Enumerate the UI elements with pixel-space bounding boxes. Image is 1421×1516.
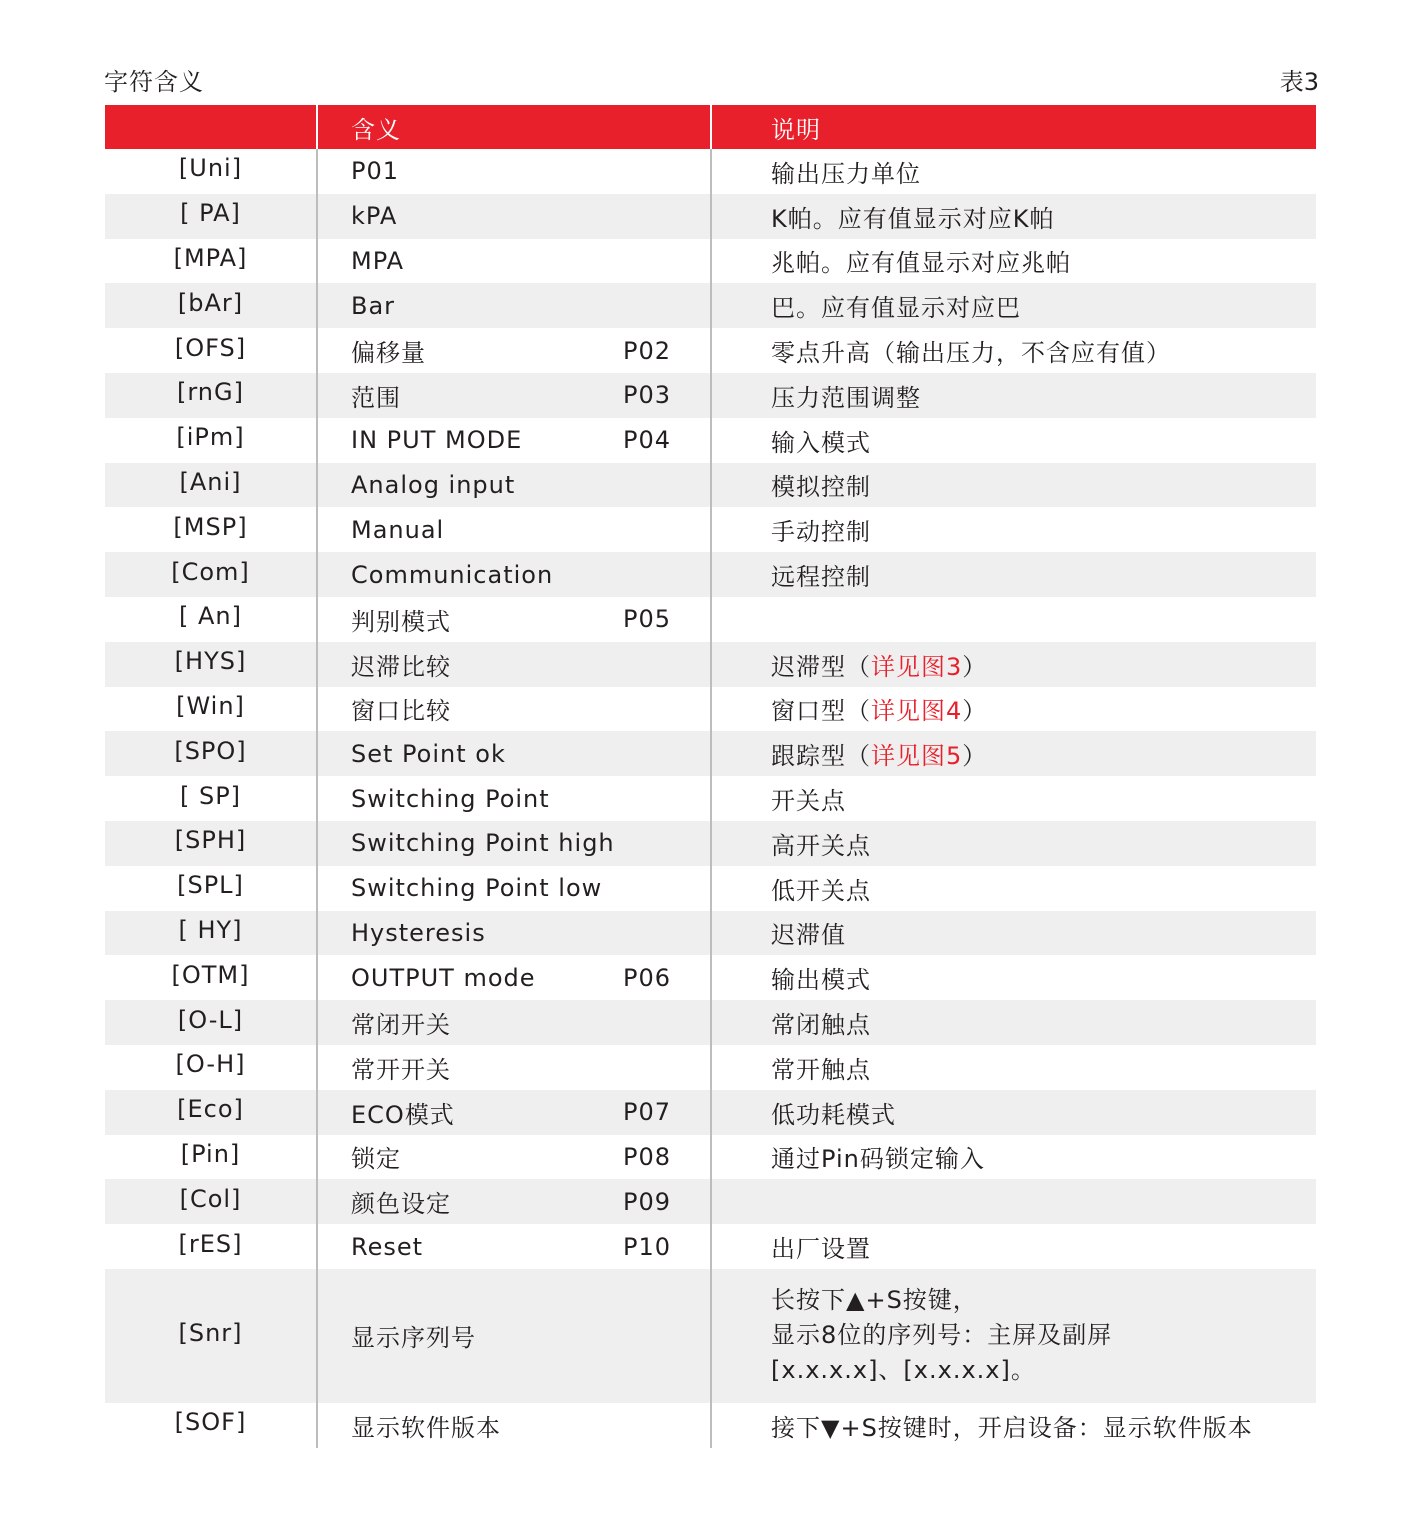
description-cell bbox=[710, 1179, 1316, 1224]
meaning-text: Analog input bbox=[351, 470, 516, 499]
parameter-code: P03 bbox=[623, 381, 672, 410]
table-row bbox=[105, 373, 1316, 418]
meaning-cell bbox=[316, 955, 710, 1000]
table-row bbox=[105, 955, 1316, 1000]
meaning-text: 常开开关 bbox=[351, 1055, 451, 1084]
symbol-cell: [rnG] bbox=[177, 378, 244, 407]
description-cell bbox=[710, 1224, 1316, 1269]
meaning-text: IN PUT MODE bbox=[351, 426, 523, 455]
meaning-cell bbox=[316, 597, 710, 642]
description-text: 接下▼+S按键时，开启设备：显示软件版本 bbox=[771, 1413, 1253, 1442]
meaning-text: Reset bbox=[351, 1232, 424, 1261]
parameter-code: P06 bbox=[623, 963, 672, 992]
description-cell bbox=[710, 955, 1316, 1000]
description-cell bbox=[710, 731, 1316, 776]
figure-reference: 详见图5 bbox=[871, 742, 963, 771]
description-cell bbox=[710, 597, 1316, 642]
description-text: 低开关点 bbox=[771, 876, 871, 905]
meaning-text: 锁定 bbox=[351, 1145, 401, 1174]
symbol-cell: [rES] bbox=[178, 1229, 243, 1258]
meaning-text: 范围 bbox=[351, 383, 401, 412]
description-cell bbox=[710, 373, 1316, 418]
parameter-code: P09 bbox=[623, 1187, 672, 1216]
meaning-cell bbox=[316, 149, 710, 194]
description-text: 远程控制 bbox=[771, 563, 871, 592]
table-caption: 字符含义 bbox=[104, 68, 204, 96]
meaning-cell bbox=[316, 776, 710, 821]
description-end: ） bbox=[962, 652, 988, 681]
table-row bbox=[105, 239, 1316, 284]
symbol-cell: [Pin] bbox=[180, 1139, 241, 1168]
parameter-code: P08 bbox=[623, 1142, 672, 1171]
meaning-cell bbox=[316, 642, 710, 687]
symbol-cell: [ An] bbox=[179, 602, 242, 631]
table-row bbox=[105, 911, 1316, 956]
meaning-cell bbox=[316, 1269, 710, 1403]
description-cell bbox=[710, 1403, 1316, 1448]
symbol-table bbox=[105, 105, 1316, 1448]
description-cell bbox=[710, 1135, 1316, 1180]
description-cell bbox=[710, 1269, 1316, 1403]
table-row bbox=[105, 731, 1316, 776]
description-text: 低功耗模式 bbox=[771, 1100, 896, 1129]
meaning-text: Set Point ok bbox=[351, 739, 506, 768]
meaning-text: Switching Point bbox=[351, 784, 550, 813]
description-text: 零点升高（输出压力，不含应有值） bbox=[771, 339, 1171, 368]
description-cell bbox=[710, 149, 1316, 194]
meaning-text: MPA bbox=[351, 246, 405, 275]
table-row bbox=[105, 1179, 1316, 1224]
meaning-cell bbox=[316, 1179, 710, 1224]
meaning-text: kPA bbox=[351, 202, 398, 231]
description-text: 出厂设置 bbox=[771, 1235, 871, 1264]
description-cell bbox=[710, 687, 1316, 732]
symbol-cell: [bAr] bbox=[177, 288, 244, 317]
description-end: ） bbox=[962, 697, 988, 726]
table-number: 表3 bbox=[1279, 68, 1319, 96]
description-line: [x.x.x.x]、[x.x.x.x]。 bbox=[771, 1356, 1036, 1385]
description-cell bbox=[710, 418, 1316, 463]
symbol-cell: [SPO] bbox=[174, 736, 247, 765]
description-cell bbox=[710, 776, 1316, 821]
description-cell bbox=[710, 463, 1316, 508]
description-text: 迟滞值 bbox=[771, 921, 846, 950]
description-cell bbox=[710, 911, 1316, 956]
table-row bbox=[105, 1045, 1316, 1090]
parameter-code: P04 bbox=[623, 426, 672, 455]
symbol-cell: [Win] bbox=[176, 691, 245, 720]
symbol-cell: [SPH] bbox=[174, 826, 247, 855]
parameter-code: P05 bbox=[623, 605, 672, 634]
description-cell bbox=[710, 821, 1316, 866]
header-col-meaning: 含义 bbox=[316, 105, 710, 149]
description-text: 兆帕。应有值显示对应兆帕 bbox=[771, 249, 1071, 278]
description-text: 通过Pin码锁定输入 bbox=[771, 1145, 985, 1174]
description-end: ） bbox=[962, 742, 988, 771]
table-row-software bbox=[105, 1403, 1316, 1448]
table-row bbox=[105, 1000, 1316, 1045]
table-row bbox=[105, 866, 1316, 911]
table-row bbox=[105, 328, 1316, 373]
meaning-cell bbox=[316, 866, 710, 911]
table-row bbox=[105, 776, 1316, 821]
table-row bbox=[105, 418, 1316, 463]
meaning-text: OUTPUT mode bbox=[351, 963, 536, 992]
meaning-text: 判别模式 bbox=[351, 607, 451, 636]
meaning-cell bbox=[316, 687, 710, 732]
meaning-cell bbox=[316, 239, 710, 284]
description-cell bbox=[710, 552, 1316, 597]
symbol-cell: [OTM] bbox=[171, 960, 250, 989]
meaning-text: Communication bbox=[351, 560, 554, 589]
meaning-cell bbox=[316, 328, 710, 373]
meaning-cell bbox=[316, 194, 710, 239]
figure-reference: 详见图3 bbox=[871, 652, 963, 681]
symbol-cell: [iPm] bbox=[176, 423, 245, 452]
table-row bbox=[105, 552, 1316, 597]
meaning-text: P01 bbox=[351, 157, 400, 186]
table-row-serial bbox=[105, 1269, 1316, 1403]
meaning-cell bbox=[316, 418, 710, 463]
meaning-cell bbox=[316, 463, 710, 508]
table-row bbox=[105, 194, 1316, 239]
symbol-cell: [Col] bbox=[179, 1184, 242, 1213]
symbol-cell: [SPL] bbox=[177, 871, 244, 900]
meaning-text: 颜色设定 bbox=[351, 1190, 451, 1219]
table-row bbox=[105, 1090, 1316, 1135]
meaning-cell bbox=[316, 731, 710, 776]
description-text: 手动控制 bbox=[771, 518, 871, 547]
description-text: 高开关点 bbox=[771, 831, 871, 860]
symbol-cell: [MSP] bbox=[173, 512, 248, 541]
parameter-code: P07 bbox=[623, 1098, 672, 1127]
meaning-text: Manual bbox=[351, 515, 445, 544]
symbol-cell: [ HY] bbox=[178, 915, 243, 944]
symbol-cell: [SOF] bbox=[174, 1408, 247, 1437]
description-cell bbox=[710, 194, 1316, 239]
meaning-text: ECO模式 bbox=[351, 1100, 455, 1129]
header-col-description: 说明 bbox=[710, 105, 1316, 149]
description-text: K帕。应有值显示对应K帕 bbox=[771, 204, 1055, 233]
table-row bbox=[105, 821, 1316, 866]
symbol-cell: [Eco] bbox=[177, 1095, 244, 1124]
meaning-cell bbox=[316, 1135, 710, 1180]
parameter-code: P02 bbox=[623, 336, 672, 365]
table-row bbox=[105, 283, 1316, 328]
description-text: 输出压力单位 bbox=[771, 159, 921, 188]
header-col-symbol bbox=[105, 105, 316, 149]
description-text: 跟踪型（ bbox=[771, 742, 871, 771]
symbol-cell: [MPA] bbox=[173, 243, 248, 272]
description-line: 显示8位的序列号：主屏及副屏 bbox=[771, 1321, 1113, 1350]
symbol-cell: [O-H] bbox=[175, 1050, 246, 1079]
meaning-text: 窗口比较 bbox=[351, 697, 451, 726]
symbol-cell: [ PA] bbox=[180, 199, 241, 228]
meaning-cell bbox=[316, 283, 710, 328]
description-text: 输出模式 bbox=[771, 966, 871, 995]
meaning-cell bbox=[316, 1000, 710, 1045]
meaning-text: Switching Point low bbox=[351, 874, 603, 903]
meaning-cell bbox=[316, 373, 710, 418]
description-line: 长按下▲+S按键， bbox=[771, 1286, 978, 1315]
meaning-cell bbox=[316, 1090, 710, 1135]
parameter-code: P10 bbox=[623, 1232, 672, 1261]
description-text: 模拟控制 bbox=[771, 473, 871, 502]
table-row bbox=[105, 149, 1316, 194]
symbol-cell: [Uni] bbox=[178, 154, 243, 183]
description-cell bbox=[710, 507, 1316, 552]
meaning-cell bbox=[316, 552, 710, 597]
description-cell bbox=[710, 1000, 1316, 1045]
table-row bbox=[105, 597, 1316, 642]
table-row bbox=[105, 687, 1316, 732]
figure-reference: 详见图4 bbox=[871, 697, 963, 726]
meaning-text: 偏移量 bbox=[351, 339, 426, 368]
symbol-cell: [OFS] bbox=[174, 333, 247, 362]
meaning-text: 显示序列号 bbox=[351, 1324, 476, 1353]
description-cell bbox=[710, 283, 1316, 328]
meaning-text: 显示软件版本 bbox=[351, 1413, 501, 1442]
description-cell bbox=[710, 866, 1316, 911]
description-text: 窗口型（ bbox=[771, 697, 871, 726]
description-cell bbox=[710, 642, 1316, 687]
table-header bbox=[105, 105, 1316, 149]
meaning-cell bbox=[316, 911, 710, 956]
symbol-cell: [Com] bbox=[171, 557, 250, 586]
meaning-cell bbox=[316, 1224, 710, 1269]
symbol-cell: [Snr] bbox=[178, 1318, 243, 1347]
description-text: 常闭触点 bbox=[771, 1011, 871, 1040]
symbol-cell: [Ani] bbox=[179, 467, 242, 496]
meaning-text: Hysteresis bbox=[351, 918, 486, 947]
meaning-text: Bar bbox=[351, 291, 396, 320]
symbol-cell: [O-L] bbox=[177, 1005, 244, 1034]
description-cell bbox=[710, 1045, 1316, 1090]
description-text: 巴。应有值显示对应巴 bbox=[771, 294, 1021, 323]
symbol-cell: [ SP] bbox=[179, 781, 242, 810]
table-row bbox=[105, 1224, 1316, 1269]
meaning-cell bbox=[316, 1045, 710, 1090]
meaning-cell bbox=[316, 507, 710, 552]
meaning-cell bbox=[316, 1403, 710, 1448]
description-cell bbox=[710, 1090, 1316, 1135]
description-text: 压力范围调整 bbox=[771, 383, 921, 412]
table-row bbox=[105, 1135, 1316, 1180]
meaning-text: 常闭开关 bbox=[351, 1011, 451, 1040]
description-text: 开关点 bbox=[771, 787, 846, 816]
table-row bbox=[105, 463, 1316, 508]
meaning-cell bbox=[316, 821, 710, 866]
description-lines bbox=[771, 1283, 1112, 1388]
description-text: 输入模式 bbox=[771, 428, 871, 457]
meaning-text: 迟滞比较 bbox=[351, 652, 451, 681]
description-cell bbox=[710, 328, 1316, 373]
table-row bbox=[105, 507, 1316, 552]
description-text: 迟滞型（ bbox=[771, 652, 871, 681]
description-text: 常开触点 bbox=[771, 1055, 871, 1084]
symbol-cell: [HYS] bbox=[174, 647, 247, 676]
description-cell bbox=[710, 239, 1316, 284]
table-row bbox=[105, 642, 1316, 687]
meaning-text: Switching Point high bbox=[351, 829, 615, 858]
